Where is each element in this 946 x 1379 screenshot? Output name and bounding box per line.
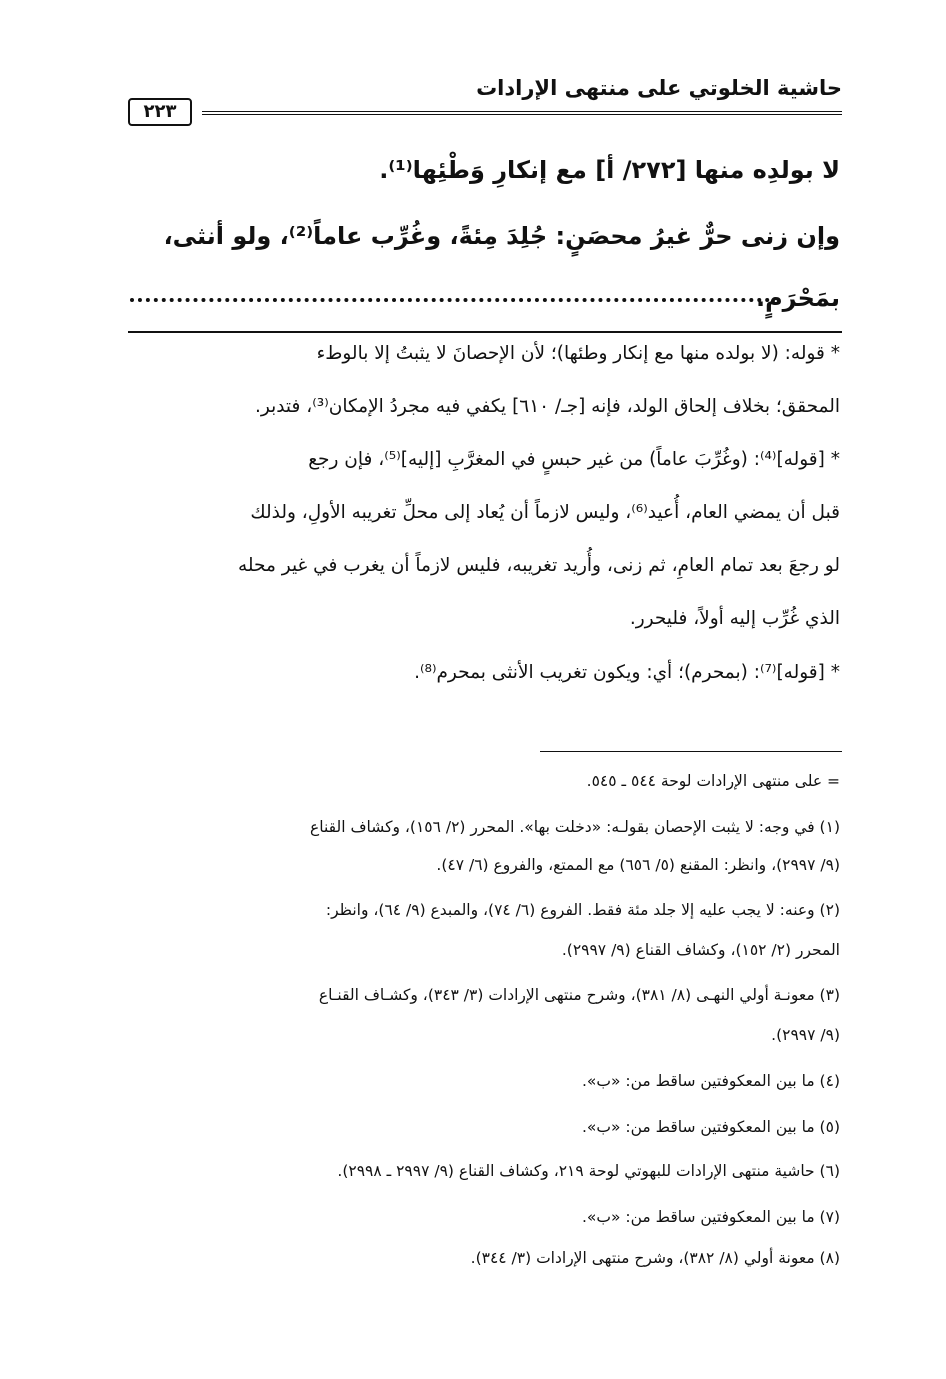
- footnote-line: (٤) ما بين المعكوفتين ساقط من: «ب».: [581, 1072, 840, 1090]
- matn-line: بمَحْرَمٍ.: [755, 284, 840, 312]
- commentary-line: * [قوله]⁽⁴⁾: (وغُرِّبَ عاماً) من غير حبسٍ في المغرَّبِ [إليه]⁽⁵⁾، فإن رجع: [308, 449, 840, 470]
- page-number-box: ٢٢٣: [128, 98, 192, 126]
- commentary-line: لو رجعَ بعد تمام العامِ، ثم زنى، وأُريد تغريبه، فليس لازماً أن يغرب في غير محله: [237, 555, 840, 576]
- footnote-line: (٣) معونـة أولي النهـى (٨/ ٣٨١)، وشرح منتهى الإرادات (٣/ ٣٤٣)، وكشـاف القنـاع: [318, 986, 840, 1004]
- footnote-line: (٩/ ٢٩٩٧).: [771, 1026, 840, 1044]
- footnote-line: (٩/ ٢٩٩٧)، وانظر: المقنع (٥/ ٦٥٦) مع الممتع، والفروع (٦/ ٤٧).: [436, 856, 840, 874]
- matn-separator-rule: [128, 331, 842, 333]
- footnote-line: (٥) ما بين المعكوفتين ساقط من: «ب».: [581, 1118, 840, 1136]
- commentary-line: * [قوله]⁽⁷⁾: (بمحرم)؛ أي: ويكون تغريب الأنثى بمحرم⁽⁸⁾.: [414, 662, 840, 683]
- matn-line: لا بولدِه منها [٢٧٢/ أ] مع إنكارِ وَطْئِها⁽¹⁾.: [379, 156, 840, 184]
- matn-line: وإن زنى حرٌّ غيرُ محصَنٍ: جُلِدَ مِئةً، وغُرِّب عاماً⁽²⁾، ولو أنثى،: [163, 222, 840, 250]
- footnote-line: المحرر (٢/ ١٥٢)، وكشاف القناع (٩/ ٢٩٩٧).: [561, 941, 840, 959]
- matn-dotted-leader: [130, 298, 770, 302]
- commentary-line: قبل أن يمضي العام، أُعيد⁽⁶⁾، وليس لازماً أن يُعاد إلى محلِّ تغريبه الأولِ، ولذلك: [250, 502, 840, 523]
- footnote-line: (١) في وجه: لا يثبت الإحصان بقولـه: «دخلت بها». المحرر (٢/ ١٥٦)، وكشاف القناع: [310, 818, 840, 836]
- footnote-line: (٨) معونة أولي (٨/ ٣٨٢)، وشرح منتهى الإرادات (٣/ ٣٤٤).: [470, 1249, 840, 1267]
- footnote-continuation: = على منتهى الإرادات لوحة ٥٤٤ ـ ٥٤٥.: [586, 772, 840, 790]
- running-header-title: حاشية الخلوتي على منتهى الإرادات: [476, 76, 842, 100]
- footnote-line: (٢) وعنه: لا يجب عليه إلا جلد مئة فقط. الفروع (٦/ ٧٤)، والمبدع (٩/ ٦٤)، وانظر:: [325, 901, 840, 919]
- commentary-line: الذي غُرِّب إليه أولاً، فليحرر.: [629, 608, 840, 629]
- footnote-line: (٦) حاشية منتهى الإرادات للبهوتي لوحة ٢١٩، وكشاف القناع (٩/ ٢٩٩٧ ـ ٢٩٩٨).: [337, 1162, 840, 1180]
- footnote-separator-rule: [540, 751, 842, 752]
- footnote-line: (٧) ما بين المعكوفتين ساقط من: «ب».: [581, 1208, 840, 1226]
- header-double-rule: [202, 111, 842, 115]
- commentary-line: المحقق؛ بخلاف إلحاق الولد، فإنه [جـ/ ٦١٠] يكفي فيه مجردُ الإمكان⁽³⁾، فتدبر.: [254, 396, 840, 417]
- commentary-line: * قوله: (لا بولده منها مع إنكار وطئها)؛ لأن الإحصانَ لا يثبتُ إلا بالوطء: [316, 343, 840, 364]
